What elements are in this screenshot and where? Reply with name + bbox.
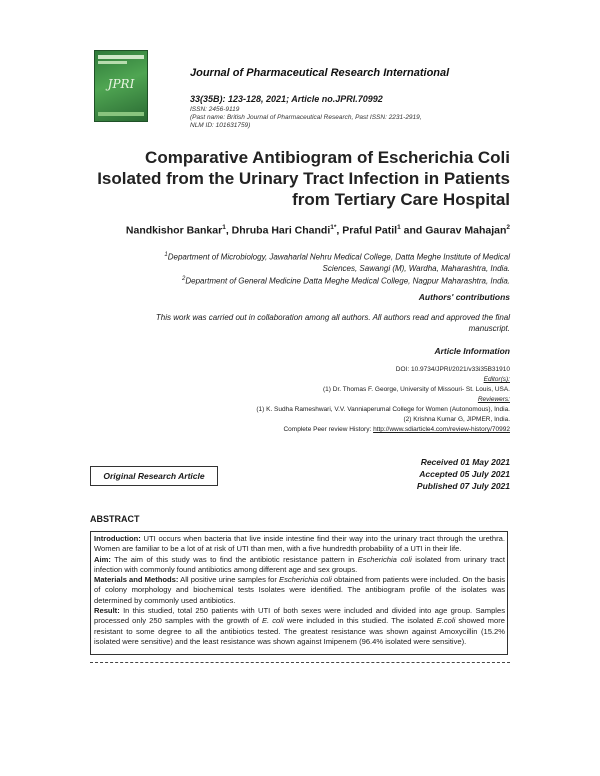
cover-header-band — [98, 55, 144, 59]
aim-label: Aim: — [94, 554, 111, 564]
author-name: Gaurav Mahajan — [425, 224, 507, 237]
review-history-label: Complete Peer review History: — [283, 426, 372, 433]
publication-dates — [300, 456, 510, 492]
reviewer: (1) K. Sudha Rameshwari, V.V. Vanniaperumal College for Women (Autonomous), India. — [256, 406, 510, 413]
issn: ISSN: 2456-9119 — [190, 106, 240, 113]
footer-divider — [90, 662, 510, 663]
intro-text: UTI occurs when bacteria that live inside intestine find their way into the urinary tract through the urethra. Women are familiar to be a lot of at risk of UTI than men, with a five hundredth probability of a UTI in their life. — [94, 534, 505, 554]
abstract-box — [90, 531, 508, 655]
past-name: (Past name: British Journal of Pharmaceutical Research, Past ISSN: 2231-2919, — [190, 114, 422, 121]
contributions-heading: Authors' contributions — [418, 292, 510, 302]
contributions-text — [90, 312, 510, 334]
title-line: from Tertiary Care Hospital — [292, 190, 510, 209]
affiliations — [90, 250, 510, 286]
title-line: Comparative Antibiogram of Escherichia Coli — [145, 148, 510, 167]
affil-mark: 2 — [182, 275, 186, 282]
result-text: were included in this studied. The isolated — [286, 616, 434, 626]
reviewers-label: Reviewers: — [477, 396, 510, 403]
author-list — [90, 224, 510, 237]
editors-label: Editor(s): — [483, 376, 510, 383]
author-affil-mark: 1* — [330, 224, 337, 231]
accepted-date: Accepted 05 July 2021 — [419, 469, 510, 479]
author-name: Praful Patil — [342, 224, 398, 237]
contributions-line: manuscript. — [468, 324, 510, 333]
journal-cover-image — [94, 50, 148, 122]
organism-name: Escherichia coli — [357, 554, 412, 564]
result-text: showed more resistant to some degree to all the antibiotics tested. The greatest resistance was shown against Amoxycillin (15.2% isolated were sensitive) and the least resistance was shown against Imipenem (96.4% isolated were sensitive). — [94, 616, 505, 646]
affil-mark: 1 — [164, 252, 168, 258]
author-separator: , — [336, 224, 343, 237]
affiliation-1-cont: Sciences, Sawangi (M), Wardha, Maharashtra, India. — [322, 263, 510, 273]
journal-logo: JPRI — [107, 77, 135, 91]
article-info-heading: Article Information — [434, 346, 510, 356]
author-separator: and — [400, 224, 426, 237]
contributions-line: This work was carried out in collaboration among all authors. All authors read and approved the final — [155, 313, 510, 322]
aim-text: The aim of this study was to find the antibiotic resistance pattern in — [114, 554, 355, 564]
author-affil-mark: 1 — [222, 224, 226, 231]
article-info — [90, 365, 510, 435]
result-label: Result: — [94, 606, 120, 616]
result-text: In this studied, total 250 patients with UTI of both sexes were included and divided into age group. Samples processed only 250 samples with the growth of — [94, 606, 505, 626]
affiliation-2: Department of General Medicine Datta Meghe Medical College, Nagpur Maharashtra, India. — [185, 276, 510, 286]
aim-text: isolated from urinary tract infection with commonly found antibiotics among different age and sex groups. — [94, 554, 505, 574]
author-name: Dhruba Hari Chandi — [231, 224, 331, 237]
review-history-link[interactable]: http://www.sdiarticle4.com/review-history/70992 — [373, 426, 510, 433]
author-separator: , — [225, 224, 232, 237]
article-type-badge: Original Research Article — [90, 466, 218, 486]
affiliation-1: Department of Microbiology, Jawaharlal Nehru Medical College, Datta Meghe Institute of Medical — [167, 252, 510, 262]
intro-label: Introduction: — [94, 534, 141, 543]
methods-text: All positive urine samples for — [180, 575, 277, 585]
author-affil-mark: 1 — [397, 224, 401, 231]
received-date: Received 01 May 2021 — [420, 457, 510, 467]
cover-footer-band — [98, 112, 144, 116]
methods-label: Materials and Methods: — [94, 575, 179, 585]
abstract-heading: ABSTRACT — [90, 514, 140, 524]
author-name: Nandkishor Bankar — [125, 224, 223, 237]
article-title — [90, 147, 510, 210]
doi: DOI: 10.9734/JPRI/2021/v33i35B31910 — [395, 366, 510, 373]
author-affil-mark: 2 — [506, 224, 510, 231]
journal-name: Journal of Pharmaceutical Research International — [190, 67, 450, 79]
issue-citation: 33(35B): 123-128, 2021; Article no.JPRI.70992 — [190, 94, 383, 104]
organism-name: Escherichia coli — [279, 575, 332, 585]
cover-subheader-band — [98, 61, 127, 64]
reviewer: (2) Krishna Kumar G, JIPMER, India. — [403, 416, 510, 423]
title-line: Isolated from the Urinary Tract Infection in Patients — [97, 169, 510, 188]
published-date: Published 07 July 2021 — [416, 481, 510, 491]
methods-text: obtained from patients were included. On the basis of colony morphology and biochemical tests Isolates were identified. The antibiogram profile of the isolates was determined by commonly used antibiotics. — [94, 575, 505, 605]
organism-name: E. coli — [261, 616, 284, 626]
nlm-id: NLM ID: 101631759) — [190, 122, 251, 129]
organism-name: E.coli — [436, 616, 456, 626]
editor: (1) Dr. Thomas F. George, University of Missouri- St. Louis, USA. — [323, 386, 510, 393]
